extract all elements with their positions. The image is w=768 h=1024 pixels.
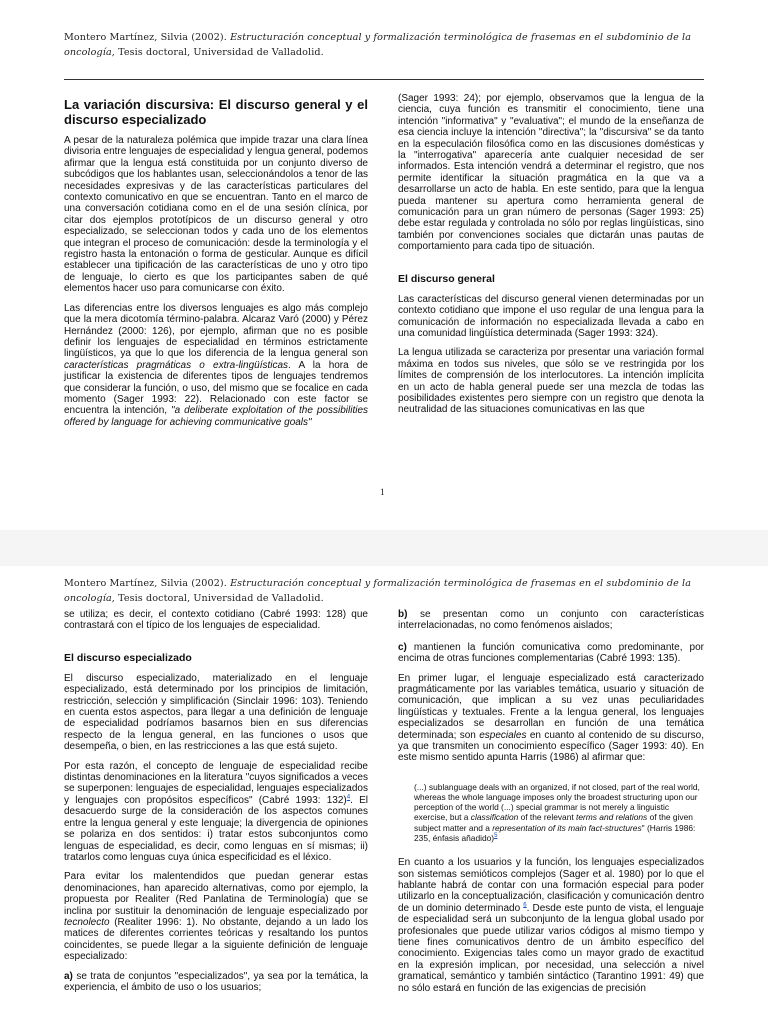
left-column [64, 609, 368, 1001]
footnote-ref[interactable]: 4 [346, 794, 351, 801]
document-page-2 [0, 566, 768, 1024]
subsection-heading: El discurso especializado [64, 651, 192, 664]
paragraph: (Sager 1993: 24); por ejemplo, observamos que la lengua de la ciencia, cuya función es transmitir el conocimiento, tiene una intención "informativa" y "evaluativa"; el mundo de la enseñanza de esa ciencia incluye la intención "directiva"; la "discursiva" se da tanto en la especulación filosófica como en las discusiones domésticas y la "interrogativa" aparecería ante cualquier necesidad de ser informados. Esta intención vendrá a determinar el registro, que nos permite identificar la situación pragmática en la que va a desarrollarse un acto de habla. En este sentido, para que la lengua pueda mantener su apertura como herramienta general de comunicación para un gran número de personas (Sager 1993: 25) debe estar regulada y controlada no sólo por reglas lingüísticas, sino también por convenciones sociales que dictarán unas pautas de comportamiento para cada tipo de situación. [398, 93, 704, 253]
paragraph: Las características del discurso general vienen determinadas por un contexto cotidiano que impone el uso regular de una lengua para la comunicación de información no especializada llevada a cabo en una comunidad lingüística determinada (Sager 1993: 324). [398, 293, 704, 339]
paragraph: Las diferencias entre los diversos lenguajes es algo más complejo que la mera dicotomía término-palabra. Alcaraz Varó (2000) y Pérez Hernández (2000: 126), por ejemplo, afirman que no es posible definir los lenguajes de especialidad en términos estrictamente lingüísticos, ya que lo que los diferencia de la lengua general son características pragmáticas o extra-lingüísticas. A la hora de justificar la existencia de diferentes tipos de lenguajes tendremos que considerar la función, o uso, del mismo que se focalice en cada momento (Sager 1993: 22). Relacionado con este factor se encuentra la intención, "a deliberate exploitation of the possibilities offered by language for achieving communicative goals" [64, 302, 368, 428]
header-rest: , Tesis doctoral, Universidad de Valladolid. [111, 47, 324, 58]
paragraph: En primer lugar, el lenguaje especializado está caracterizado pragmáticamente por las variables temática, usuario y situación de comunicación, que implican a su vez unas peculiaridades lingüísticas y textuales. Frente a la lengua general, los lenguajes especializados se desarrollan en función de una temática determinada; son especiales en cuanto al contenido de su discurso, ya que transmiten un conocimiento específico (Sager 1993: 40). En este mismo sentido apunta Harris (1986) al afirmar que: [398, 672, 704, 764]
header-rest: , Tesis doctoral, Universidad de Valladolid. [111, 593, 324, 604]
header-authors: Montero Martínez, Silvia (2002). [64, 32, 227, 43]
footnote-ref[interactable]: 5 [494, 833, 498, 840]
page-gap [0, 530, 768, 566]
header-title: Estructuración conceptual y formalización terminológica de frasemas en el subdominio de la oncología [64, 578, 692, 604]
header-authors: Montero Martínez, Silvia (2002). [64, 578, 227, 589]
list-item: c) mantienen la función comunicativa como predominante, por encima de otras funciones complementarias (Cabré 1993: 135). [398, 641, 704, 665]
right-column [398, 609, 704, 1002]
paragraph: Para evitar los malentendidos que puedan generar estas denominaciones, han aparecido alternativas, como por ejemplo, la propuesta por Realiter (Red Panlatina de Terminología) que se inclina por sustituir la denominación de lenguaje especializado por tecnolecto (Realiter 1996: 1). No obstante, dejando a un lado los matices de diferentes corrientes teóricas y resaltando los puntos coincidentes, se puede llegar a la siguiente definición de lenguaje especializado: [64, 871, 368, 963]
list-item: b) se presentan como un conjunto con características interrelacionadas, no como fenómenos aislados; [398, 609, 704, 632]
section-heading: La variación discursiva: El discurso general y el discurso especializado [64, 97, 368, 127]
paragraph: Por esta razón, el concepto de lenguaje de especialidad recibe distintas denominaciones en la literatura "cuyos significados a veces se superponen: lenguajes de especialidad, lenguajes especializados y lenguajes con propósitos específicos" (Cabré 1993: 132)$^4$. El desacuerdo surge de la consideración de los aspectos comunes entre la lengua general y este lenguaje; la divergencia de opiniones se polariza en dos sentidos: i) tratar estos subconjuntos como lenguas de especialidad, es decir, como lenguas en sí mismas; ii) tratarlos como lenguas cuya única especificidad es el léxico. [64, 760, 368, 863]
running-header [64, 30, 724, 60]
page-number: 1 [380, 487, 385, 497]
list-item: a) se trata de conjuntos "especializados", ya sea por la temática, la experiencia, el ámbito de uso o los usuarios; [64, 970, 368, 993]
paragraph: se utiliza; es decir, el contexto cotidiano (Cabré 1993: 128) que contrastará con el típico de los lenguajes de especialidad. [64, 609, 368, 632]
paragraph: La lengua utilizada se caracteriza por presentar una variación formal máxima en todos sus niveles, que sólo se ve restringida por los límites de comprensión de los interlocutores. La intención implícita en un acto de habla general puede ser una mezcla de todas las posibilidades existentes pero siempre con un registro que denota la neutralidad de las situaciones comunicativas en las que [398, 347, 704, 416]
subsection-heading: El discurso general [398, 272, 495, 285]
paragraph: El discurso especializado, materializado en el lenguaje especializado, está determinado por los principios de limitación, restricción, selección y simplificación (Sinclair 1996: 103). Teniendo en cuenta estos aspectos, para llegar a una definición de lenguaje de especialidad podríamos basarnos bien en sus diferencias respecto de la lengua general, en las funciones o usos que desempeña, o bien, en las restricciones a las que está sujeto. [64, 672, 368, 753]
running-header [64, 576, 724, 606]
footnote-ref[interactable]: 6 [523, 902, 527, 909]
paragraph: En cuanto a los usuarios y la función, los lenguajes especializados son sistemas semióticos complejos (Sager et al. 1980) por lo que el hablante habrá de contar con una formación especial para poder utilizarlo en la conceptualización, clasificación y comunicación dentro de un dominio determinado $^6$. Desde este punto de vista, el lenguaje de especialidad será un subconjunto de la lengua global usado por profesionales que puede utilizar varios códigos al mismo tiempo y tiene fines comunicativos dentro de un ámbito específico del conocimiento. Exigencias tales como un mayor grado de exactitud en la expresión implican, por necesidad, una selección a nivel gramatical, semántico y también sintáctico (Tarantino 1991: 49) que no sólo estará en función de las exigencias de precisión [398, 857, 704, 994]
header-title: Estructuración conceptual y formalización terminológica de frasemas en el subdominio de la oncología [64, 32, 692, 58]
right-column [398, 93, 704, 424]
block-quote: (...) sublanguage deals with an organized, if not closed, part of the real world, whereas the whole language imposes only the broadest structuring upon our perception of the world (...) special grammar is not merely a linguistic exercise, but a classification of the relevant terms and relations of the given subject matter and a representation of its main fact-structures" (Harris 1986: 235, énfasis añadido)$^5$ [414, 781, 700, 843]
paragraph: A pesar de la naturaleza polémica que impide trazar una clara línea divisoria entre lenguajes de especialidad y lengua general, podemos afirmar que la lengua está constituida por un conjunto diverso de subcódigos que los hablantes usan, seleccionándolos a tenor de las necesidades expresivas y de las características particulares del contexto comunicativo en que se encuentran. Tanto en el marco de una conversación cotidiana como en el de una sesión clínica, por citar dos ejemplos prototípicos de un discurso general y otro especializado, se seleccionan todos y cada uno de los elementos que integran el proceso de comunicación: desde la terminología y el registro hasta la entonación o forma de gesticular. Aunque es difícil establecer una tipificación de las características de uno y otro tipo de lenguaje, lo cierto es que los participantes saben de qué elementos hacer uso para comunicarse con éxito. [64, 135, 368, 295]
header-rule [64, 79, 704, 80]
left-column [64, 97, 368, 436]
